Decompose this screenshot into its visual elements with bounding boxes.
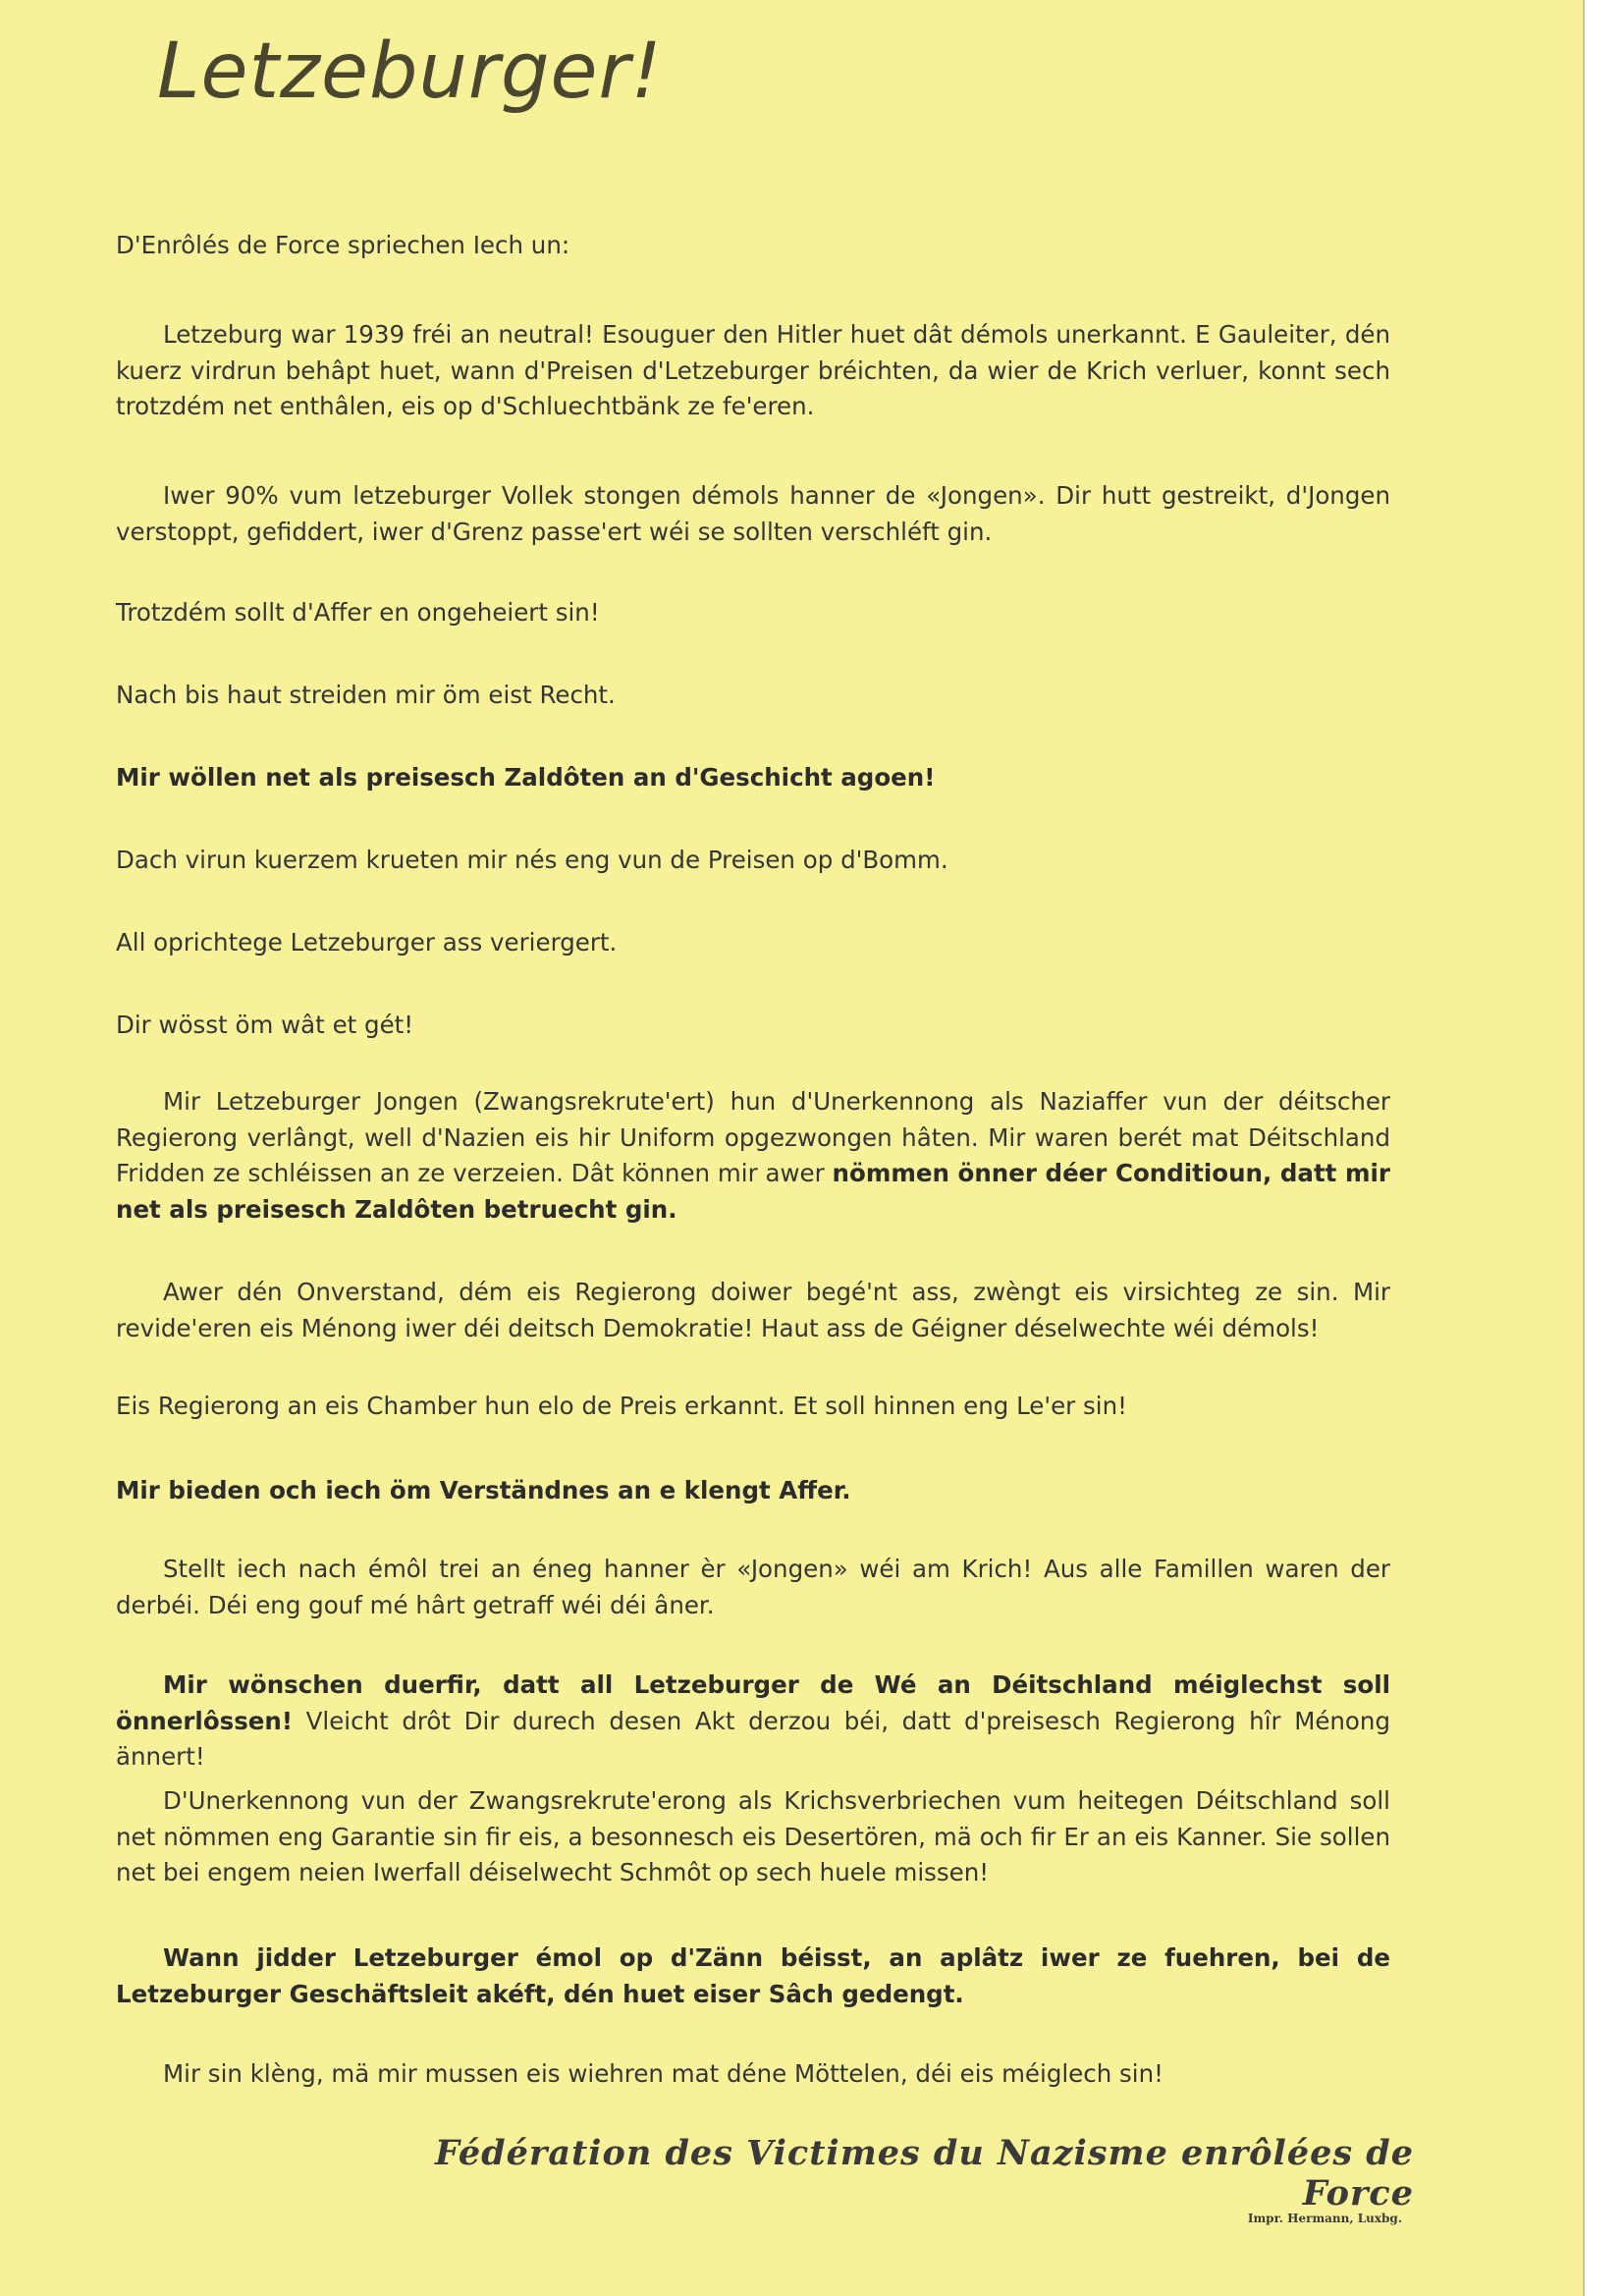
- paragraph-9: [116, 1084, 1390, 1228]
- paragraph-2: Iwer 90% vum letzeburger Vollek stongen démols hanner de «Jongen». Dir hutt gestreikt, d'Jongen verstoppt, gefiddert, iwer d'Grenz passe'ert wéi se sollten verschléft gin.: [116, 481, 1390, 546]
- paragraph-8: Dir wösst öm wât et gét!: [116, 1011, 414, 1039]
- paragraph-12: Mir bieden och iech öm Verständnes an e klengt Affer.: [116, 1476, 851, 1504]
- paragraph-6: Dach virun kuerzem krueten mir nés eng vun de Preisen op d'Bomm.: [116, 846, 948, 874]
- intro-line: D'Enrôlés de Force spriechen Iech un:: [116, 231, 570, 259]
- paragraph-9-bold: nömmen önner déer Conditioun, datt mir net als preisesch Zaldôten betruecht gin.: [116, 1159, 1390, 1224]
- paragraph-5: Mir wöllen net als preisesch Zaldôten an d'Geschicht agoen!: [116, 763, 936, 792]
- paragraph-9-text: Mir Letzeburger Jongen (Zwangsrekrute'ert) hun d'Unerkennong als Naziaffer vun der déitscher Regierong verlângt, well d'Nazien eis hir Uniform opgezwongen hâten. Mir waren berét mat Déitschland Fridden ze schléissen an ze verzeien. Dât können mir awer: [116, 1087, 1390, 1187]
- paragraph-3: Trotzdém sollt d'Affer en ongeheiert sin!: [116, 598, 600, 627]
- paragraph-16: Wann jidder Letzeburger émol op d'Zänn béisst, an aplâtz iwer ze fuehren, bei de Letzeburger Geschäftsleit akéft, dén huet eiser Sâch gedengt.: [116, 1943, 1390, 2008]
- paragraph-13: Stellt iech nach émôl trei an éneg hanner èr «Jongen» wéi am Krich! Aus alle Famillen waren der derbéi. Déi eng gouf mé hârt getraff wéi déi âner.: [116, 1555, 1390, 1619]
- page-edge-divider: [1583, 0, 1585, 2296]
- paragraph-4: Nach bis haut streiden mir öm eist Recht.: [116, 681, 616, 709]
- paragraph-11: Eis Regierong an eis Chamber hun elo de Preis erkannt. Et soll hinnen eng Le'er sin!: [116, 1392, 1127, 1420]
- paragraph-14-text: Vleicht drôt Dir durech desen Akt derzou béi, datt d'preisesch Regierong hîr Ménong ännert!: [116, 1706, 1390, 1771]
- page-title: Letzeburger!: [157, 27, 663, 116]
- paragraph-14-bold: Mir wönschen duerfir, datt all Letzeburger de Wé an Déitschland méiglechst soll önnerlôssen!: [116, 1670, 1390, 1735]
- paragraph-14: [116, 1667, 1390, 1776]
- paragraph-10: Awer dén Onverstand, dém eis Regierong doiwer begé'nt ass, zwèngt eis virsichteg ze sin. Mir revide'eren eis Ménong iwer déi deitsch Demokratie! Haut ass de Géigner déselwechte wéi démols!: [116, 1278, 1390, 1342]
- paragraph-15: D'Unerkennong vun der Zwangsrekrute'erong als Krichsverbriechen vum heitegen Déitschland soll net nömmen eng Garantie sin fir eis, a besonnesch eis Desertören, mä och fir Er an eis Kanner. Sie sollen net bei engem neien Iwerfall déiselwecht Schmôt op sech huele missen!: [116, 1786, 1390, 1886]
- paragraph-17: Mir sin klèng, mä mir mussen eis wiehren mat déne Möttelen, déi eis méiglech sin!: [163, 2059, 1163, 2088]
- paragraph-7: All oprichtege Letzeburger ass veriergert.: [116, 928, 618, 957]
- paragraph-1: Letzeburg war 1939 fréi an neutral! Esouguer den Hitler huet dât démols unerkannt. E Gauleiter, dén kuerz virdrun behâpt huet, wann d'Preisen d'Letzeburger bréichten, da wier de Krich verluer, konnt sech trotzdém net enthâlen, eis op d'Schluechtbänk ze fe'eren.: [116, 320, 1390, 420]
- signature-federation: Fédération des Victimes du Nazisme enrôlées de Force: [434, 2133, 1414, 2214]
- printer-imprint: Impr. Hermann, Luxbg.: [1247, 2212, 1402, 2225]
